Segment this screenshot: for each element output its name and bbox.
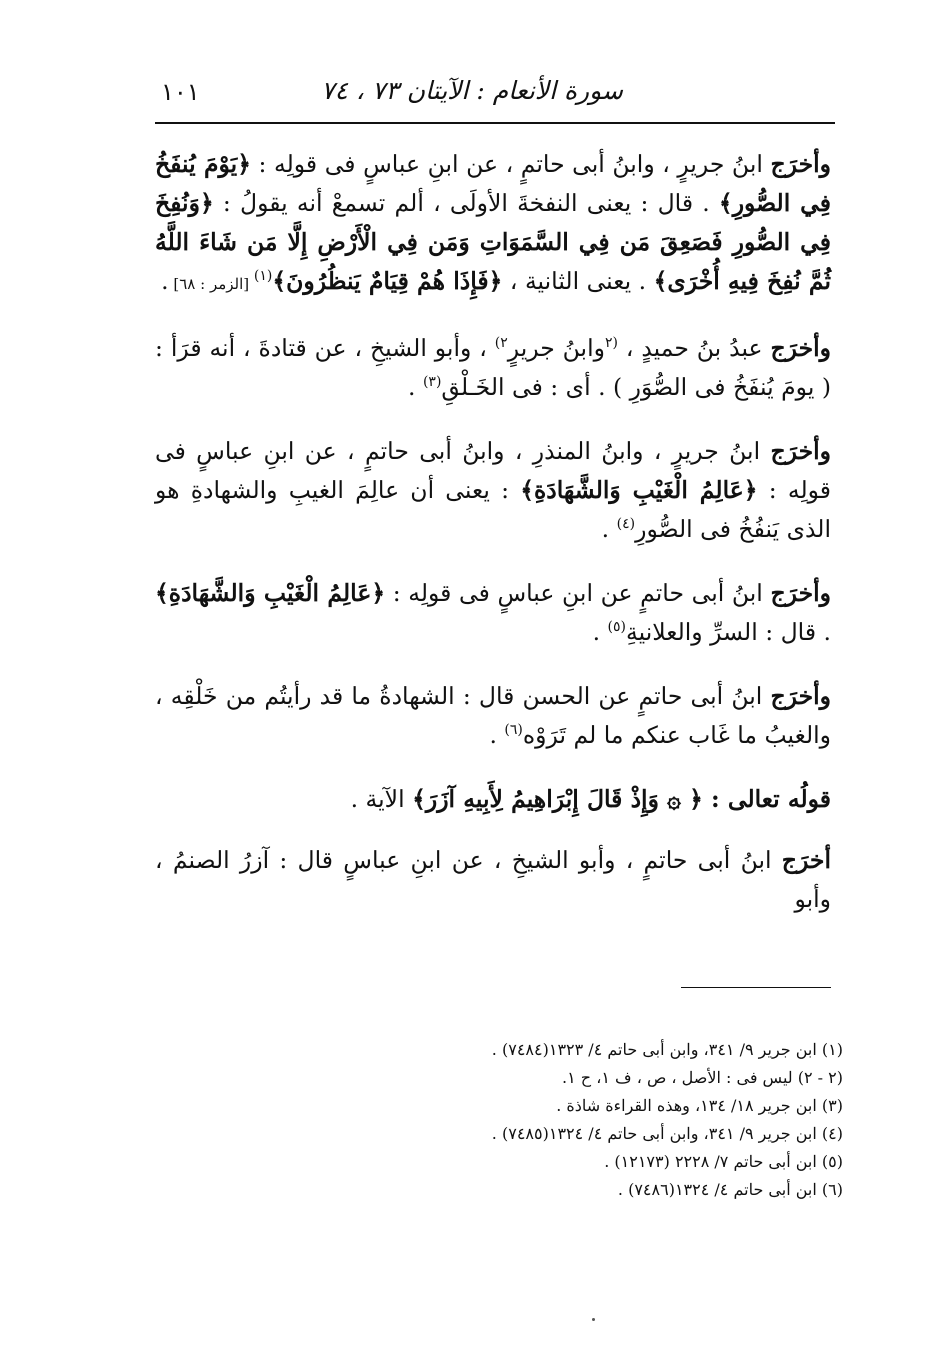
paragraph-text: ابنُ أبى حاتمٍ عن ابنِ عباسٍ فى قولِه : xyxy=(385,579,771,607)
paragraph-text: . قال : السرِّ والعلانيةِ xyxy=(626,618,831,646)
paragraph-4 xyxy=(155,574,831,652)
section-heading: قولُه تعالى : xyxy=(711,785,831,813)
paragraph-2 xyxy=(155,329,831,407)
footnote-2: (٢ - ٢) ليس فى : الأصل ، ص ، ف ١، ح ١. xyxy=(562,1068,843,1087)
paragraph-text: ابنُ أبى حاتمٍ عن الحسن قال : الشهادةُ ما قد رأيتُم من خَلْقِه ، والغيبُ ما غَاب عنكم ما لم تَرَوْه xyxy=(155,682,831,749)
footnote-1: (١) ابن جرير ٩/ ٣٤١، وابن أبى حاتم ٤/ ١٣٢٣(٧٤٨٤) . xyxy=(491,1040,843,1059)
quran-quote: ﴿يَوْمَ يُنفَخُ فِي الصُّورِ﴾ xyxy=(155,150,831,217)
quran-quote: ﴿فَإِذَا هُمْ قِيَامٌ يَنظُرُونَ﴾ xyxy=(272,267,503,295)
paragraph-7 xyxy=(155,841,831,919)
paragraph-text: ابنُ جريرٍ ، وابنُ أبى حاتمٍ ، عن ابنِ عباسٍ فى قولِه : xyxy=(250,150,771,178)
footnote-ref: ٢) xyxy=(494,335,508,352)
paragraph-text: . قال : يعنى النفخةَ الأولَى ، ألم تسمعْ أنه يقولُ : xyxy=(213,189,719,217)
footnote-ref: (١) xyxy=(253,268,273,285)
paragraph-lead: وأخرَج xyxy=(770,579,831,607)
quran-quote: وَإِذْ قَالَ إِبْرَاهِيمُ لِأَبِيهِ آزَرَ﴾ xyxy=(412,785,659,813)
paragraph-text: وابنُ جريرٍ xyxy=(507,334,605,362)
paragraph-end: . xyxy=(592,618,608,646)
footnote-6: (٦) ابن أبى حاتم ٤/ ١٣٢٤(٧٤٨٦) . xyxy=(617,1180,843,1199)
quran-quote: ﴿وَنُفِخَ فِي الصُّورِ فَصَعِقَ مَن فِي السَّمَوَاتِ وَمَن فِي الْأَرْضِ إِلَّا مَن شَاءَ اللَّهُ ثُمَّ نُفِخَ فِيهِ أُخْرَى﴾ xyxy=(155,189,831,295)
footnote-5: (٥) ابن أبى حاتم ٧/ ٢٢٢٨ (١٢١٧٣) . xyxy=(604,1152,843,1171)
footnote-4: (٤) ابن جرير ٩/ ٣٤١، وابن أبى حاتم ٤/ ١٣٢٤(٧٤٨٥) . xyxy=(491,1124,843,1143)
paragraph-text: : يعنى أن عالِمَ الغيبِ والشهادةِ هو الذى يَنفُخُ فى الصُّورِ xyxy=(155,476,831,543)
paragraph-text: . يعنى الثانية ، xyxy=(502,267,654,295)
paragraph-end: . xyxy=(601,515,617,543)
paragraph-lead: وأخرَج xyxy=(770,437,831,465)
paragraph-text: ، وأبو الشيخِ ، عن قتادةَ ، أنه قرَأ : ( يومَ يُنفَخُ فى الصُّوَرِ ) . أى : فى الخَـلْقِ xyxy=(155,334,831,401)
paragraph-end: . xyxy=(489,721,505,749)
paragraph-end: . xyxy=(161,267,169,295)
footnote-ref: (٢ xyxy=(604,335,618,352)
footnote-ref: (٦) xyxy=(504,722,523,739)
main-text xyxy=(155,145,831,944)
paragraph-text: عبدُ بنُ حميدٍ ، xyxy=(617,334,771,362)
paragraph-lead: وأخرَج xyxy=(770,334,832,362)
paragraph-1 xyxy=(155,145,831,304)
scan-mark xyxy=(592,1318,595,1321)
footnote-rule xyxy=(681,987,831,988)
paragraph-text: الآية . xyxy=(350,785,413,813)
paragraph-lead: أخرَج xyxy=(781,846,831,874)
paragraph-lead: وأخرَج xyxy=(770,682,831,710)
page-number: ١٠١ xyxy=(161,78,200,106)
footnote-ref: (٣) xyxy=(422,374,442,391)
paragraph-text: ﴿ ۞ xyxy=(658,785,712,813)
page-header xyxy=(155,66,833,118)
running-title: سورة الأنعام : الآيتان ٧٣ ، ٧٤ xyxy=(321,76,623,105)
paragraph-end: . xyxy=(407,373,423,401)
paragraph-text: ابنُ أبى حاتمٍ ، وأبو الشيخِ ، عن ابنِ عباسٍ قال : آزرُ الصنمُ ، وأبو xyxy=(155,846,831,913)
footnote-ref: (٥) xyxy=(607,619,627,636)
footnotes xyxy=(163,1036,843,1204)
paragraph-lead: وأخرَج xyxy=(770,150,831,178)
paragraph-3 xyxy=(155,432,831,549)
footnote-ref: (٤) xyxy=(616,516,636,533)
quran-quote: ﴿عَالِمُ الْغَيْبِ وَالشَّهَادَةِ﴾ xyxy=(520,476,758,504)
footnote-3: (٣) ابن جرير ١٨/ ١٣٤، وهذه القراءة شاذة . xyxy=(556,1096,843,1115)
verse-source: [الزمر : ٦٨] xyxy=(168,275,254,293)
header-rule xyxy=(155,122,835,124)
paragraph-text: ابنُ جريرٍ ، وابنُ المنذرِ ، وابنُ أبى حاتمٍ ، عن ابنِ عباسٍ فى قولِه : xyxy=(155,437,831,504)
paragraph-5 xyxy=(155,677,831,755)
quran-quote: ﴿عَالِمُ الْغَيْبِ وَالشَّهَادَةِ﴾ xyxy=(155,579,386,607)
paragraph-6 xyxy=(155,780,831,819)
